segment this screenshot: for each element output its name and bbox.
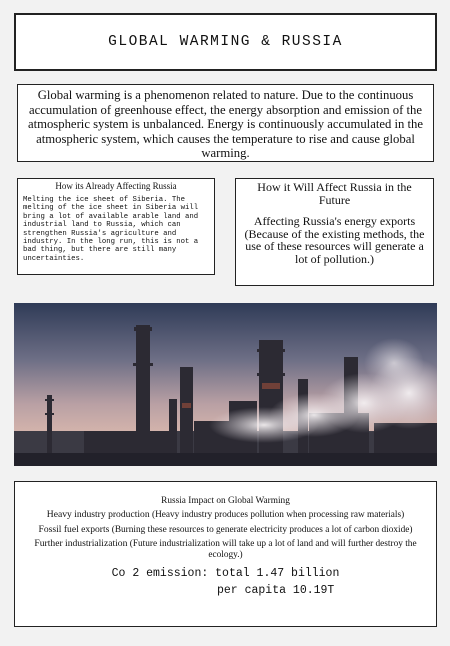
impact-heading: Russia Impact on Global Warming — [161, 496, 290, 506]
co2-per-capita: per capita 10.19T — [217, 584, 335, 598]
co2-emission-total: Co 2 emission: total 1.47 billion — [111, 567, 340, 581]
future-affect-text: Affecting Russia's energy exports (Because of the existing methods, the use of these resources will generate a lot of pollution.) — [244, 214, 425, 266]
impact-box — [14, 481, 437, 627]
already-affecting-text: Melting the ice sheet of Siberia. The melting of the ice sheet in Siberia will bring a lot of available arable land and industrial land to Russia, which can strengthen Russia's agriculture and industry. In the long run, this is not a bad thing, but there are still many uncertainties. — [23, 196, 199, 263]
already-affecting-box — [17, 178, 215, 275]
industrial-plant-photo — [14, 303, 437, 466]
impact-item-lead: Fossil fuel exports — [38, 523, 110, 535]
impact-item-detail: (Burning these resources to generate electricity produces a lot of carbon dioxide) — [111, 524, 413, 535]
page-title: GLOBAL WARMING & RUSSIA — [108, 34, 343, 50]
impact-item-fossil-fuel — [17, 525, 434, 536]
impact-item-lead: Further industrialization — [34, 538, 128, 550]
title-box — [14, 13, 437, 71]
intro-text: Global warming is a phenomenon related to nature. Due to the continuous accumulation of greenhouse effect, the energy absorption and emission of the atmospheric system is unbalanced. Energy is continuously accumulated in the atmospheric system, which causes the temperature to rise and cause global warming. — [27, 88, 424, 161]
future-affect-heading: How it Will Affect Russia in the Future — [257, 180, 412, 207]
impact-item-detail: (Heavy industry produces pollution when processing raw materials) — [151, 510, 405, 520]
impact-item-detail: (Future industrialization will take up a lot of land and will further destroy the ecology.) — [129, 539, 417, 560]
impact-item-heavy-industry — [17, 510, 434, 521]
already-affecting-heading: How its Already Affecting Russia — [55, 181, 177, 191]
impact-item-industrialization — [17, 539, 434, 560]
intro-box — [17, 84, 434, 162]
impact-item-lead: Heavy industry production — [46, 509, 150, 520]
future-affect-box — [235, 178, 434, 286]
